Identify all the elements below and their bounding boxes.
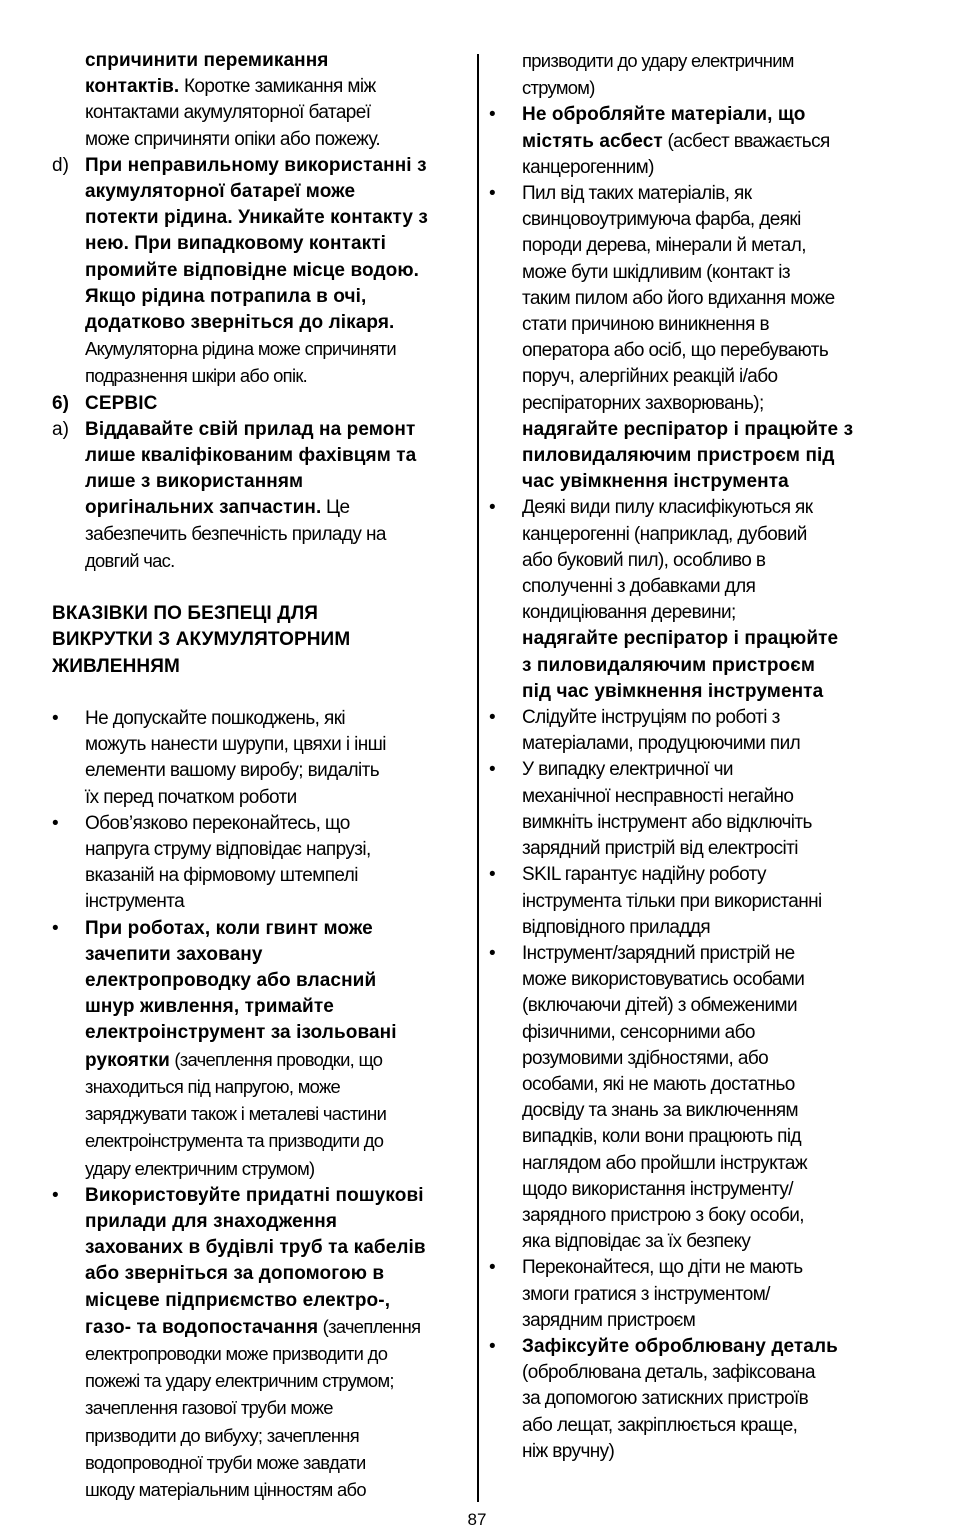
bullet-marker: • bbox=[52, 708, 59, 730]
bold-text: під час увімкнення інструмента bbox=[522, 680, 824, 702]
bullet-marker: • bbox=[489, 864, 496, 886]
text-line bbox=[52, 1288, 470, 1314]
bullet-marker: • bbox=[489, 1257, 496, 1279]
text-line bbox=[489, 129, 907, 155]
bold-text: При роботах, коли гвинт може bbox=[85, 917, 373, 939]
text: особами, які не мають достатньо bbox=[522, 1073, 795, 1095]
text-line bbox=[489, 522, 907, 548]
column-divider bbox=[477, 54, 479, 1502]
text: матеріалами, продуцюючими пил bbox=[522, 733, 801, 755]
text-line bbox=[52, 548, 470, 575]
text-line bbox=[52, 1156, 470, 1183]
text-line bbox=[52, 231, 470, 257]
text-line bbox=[489, 1386, 907, 1412]
text-line bbox=[489, 1020, 907, 1046]
text: канцерогенні (наприклад, дубовий bbox=[522, 523, 807, 545]
bold-text: Віддавайте свій прилад на ремонт bbox=[85, 418, 416, 440]
text-line bbox=[52, 258, 470, 284]
text: У випадку електричної чи bbox=[522, 759, 733, 781]
text: змоги гратися з інструментом/ bbox=[522, 1283, 770, 1305]
text: електропроводки може призводити до bbox=[85, 1342, 388, 1364]
text-line bbox=[52, 1450, 470, 1477]
text: зарядний пристрій від електросіті bbox=[522, 838, 798, 860]
text-line bbox=[489, 364, 907, 390]
text: забезпечить безпечність приладу на bbox=[85, 523, 386, 545]
text-line bbox=[489, 1360, 907, 1386]
text: Пил від таких матеріалів, як bbox=[522, 183, 752, 205]
text: кондиціювання деревини; bbox=[522, 602, 736, 624]
text: інструмента тільки при використанні bbox=[522, 890, 822, 912]
text-line bbox=[489, 548, 907, 574]
list-item-first-line bbox=[489, 705, 907, 731]
text: щодо використання інструменту/ bbox=[522, 1178, 793, 1200]
text-line bbox=[489, 338, 907, 364]
bold-text: потекти рідина. Уникайте контакту з bbox=[85, 207, 428, 229]
bold-text: контактів. bbox=[85, 76, 180, 98]
left-column bbox=[52, 48, 470, 1504]
bold-text: нею. При випадковому контакті bbox=[85, 233, 387, 255]
text-line bbox=[52, 1235, 470, 1261]
text: яка відповідає за їх безпеку bbox=[522, 1231, 751, 1253]
text: вимкніть інструмент або відключіть bbox=[522, 811, 812, 833]
bold-text: ВКАЗІВКИ ПО БЕЗПЕЦІ ДЛЯ bbox=[52, 603, 319, 625]
text-line bbox=[489, 810, 907, 836]
bold-text: захованих в будівлі труб та кабелів bbox=[85, 1237, 426, 1259]
list-item-first-line bbox=[489, 181, 907, 207]
text: пожежі та удару електричним струмом; bbox=[85, 1370, 394, 1392]
list-marker: 6) bbox=[52, 392, 70, 414]
text-line bbox=[489, 1072, 907, 1098]
list-item-first-line bbox=[489, 1334, 907, 1360]
text-line bbox=[52, 1128, 470, 1155]
bold-text: зачепити заховану bbox=[85, 943, 263, 965]
text-line bbox=[52, 1074, 470, 1101]
text: удару електричним струмом) bbox=[85, 1157, 315, 1179]
bold-text: шнур живлення, тримайте bbox=[85, 996, 334, 1018]
bold-text: акумуляторної батареї може bbox=[85, 181, 356, 203]
text-line bbox=[489, 915, 907, 941]
text-line bbox=[52, 1101, 470, 1128]
bold-text: ВИКРУТКИ З АКУМУЛЯТОРНИМ bbox=[52, 629, 351, 651]
bold-text: додатково зверніться до лікаря. bbox=[85, 312, 395, 334]
bold-text: ЖИВЛЕННЯМ bbox=[52, 655, 180, 677]
text: свинцовоутримуюча фарба, деякі bbox=[522, 209, 801, 231]
bold-text: надягайте респіратор і працюйте з bbox=[522, 418, 854, 440]
text-line bbox=[52, 1020, 470, 1046]
text: Акумуляторна рідина може спричиняти bbox=[85, 338, 396, 360]
bullet-marker: • bbox=[489, 1335, 496, 1357]
section-heading-line bbox=[52, 627, 470, 653]
bullet-marker: • bbox=[489, 942, 496, 964]
text: розумовими здібностями, або bbox=[522, 1047, 769, 1069]
list-item-first-line bbox=[52, 811, 470, 837]
bold-text: СЕРВІС bbox=[85, 392, 158, 414]
text: може бути шкідливим (контакт із bbox=[522, 261, 790, 283]
bullet-marker: • bbox=[52, 1184, 59, 1206]
text-line bbox=[52, 363, 470, 390]
list-item-first-line bbox=[489, 757, 907, 783]
text: стати причиною виникнення в bbox=[522, 314, 769, 336]
text-line bbox=[52, 732, 470, 758]
text-line bbox=[52, 522, 470, 548]
text-line bbox=[52, 1047, 470, 1074]
text-line bbox=[52, 1423, 470, 1450]
list-item-first-line bbox=[489, 1255, 907, 1281]
text-line bbox=[489, 1229, 907, 1255]
text-line bbox=[489, 260, 907, 286]
text: випадків, коли вони працюють під bbox=[522, 1126, 801, 1148]
bold-text: Зафіксуйте оброблювану деталь bbox=[522, 1335, 838, 1357]
section-heading-line bbox=[52, 654, 470, 680]
text: призводити до удару електричним bbox=[522, 50, 794, 71]
bold-text: рукоятки bbox=[85, 1049, 170, 1071]
text: (асбест вважається bbox=[662, 130, 830, 152]
bold-text: При неправильному використанні з bbox=[85, 154, 427, 176]
text: зарядним пристроєм bbox=[522, 1309, 696, 1331]
text: фізичними, сенсорними або bbox=[522, 1021, 755, 1043]
text: подразнення шкіри або опік. bbox=[85, 365, 308, 387]
text: може спричиняти опіки або пожежу. bbox=[85, 128, 381, 150]
list-item-first-line bbox=[489, 862, 907, 888]
text-line bbox=[489, 1124, 907, 1150]
text-line bbox=[489, 1203, 907, 1229]
text: породи дерева, мінерали й метал, bbox=[522, 235, 806, 257]
text: Не допускайте пошкоджень, які bbox=[85, 708, 346, 730]
text-line bbox=[489, 233, 907, 259]
bold-text: промийте відповідне місце водою. bbox=[85, 259, 420, 281]
text-line bbox=[52, 48, 470, 74]
text: знаходиться під напругою, може bbox=[85, 1075, 341, 1097]
text-line bbox=[52, 758, 470, 784]
text: Обов’язково переконайтесь, що bbox=[85, 812, 350, 834]
bold-text: містять асбест bbox=[522, 130, 663, 152]
list-item-first-line bbox=[52, 706, 470, 732]
list-marker: a) bbox=[52, 418, 69, 440]
text-line bbox=[489, 731, 907, 757]
bold-text: Використовуйте придатні пошукові bbox=[85, 1184, 424, 1206]
bold-text: лише кваліфікованим фахівцям та bbox=[85, 445, 417, 467]
text: водопроводної труби може завдати bbox=[85, 1451, 366, 1473]
text-line bbox=[52, 74, 470, 100]
bullet-marker: • bbox=[489, 497, 496, 519]
text: SKIL гарантує надійну роботу bbox=[522, 864, 766, 886]
page-number: 87 bbox=[467, 1510, 487, 1529]
bold-text: час увімкнення інструмента bbox=[522, 471, 789, 493]
text-line bbox=[489, 286, 907, 312]
text-line bbox=[489, 207, 907, 233]
text-line bbox=[52, 127, 470, 153]
text-line bbox=[489, 1098, 907, 1124]
text: Слідуйте інструціям по роботі з bbox=[522, 707, 780, 729]
text-line bbox=[52, 1477, 470, 1504]
bold-text: або зверніться за допомогою в bbox=[85, 1263, 385, 1285]
text-line bbox=[489, 1308, 907, 1334]
text-line bbox=[489, 443, 907, 469]
right-column bbox=[489, 48, 907, 1465]
text-line bbox=[489, 417, 907, 443]
text: шкоду матеріальним цінностям або bbox=[85, 1478, 366, 1500]
bold-text: електроінструмент за ізольовані bbox=[85, 1022, 397, 1044]
text: можуть нанести шурупи, цвяхи і інші bbox=[85, 734, 386, 756]
text-line bbox=[52, 889, 470, 915]
text-line bbox=[52, 837, 470, 863]
text-line bbox=[52, 100, 470, 126]
text-line bbox=[489, 626, 907, 652]
section-heading-line bbox=[52, 601, 470, 627]
bold-text: пиловидаляючим пристроєм під bbox=[522, 445, 835, 467]
list-item-first-line bbox=[52, 1183, 470, 1209]
bold-text: електропроводку або власний bbox=[85, 970, 377, 992]
text: механічної несправності негайно bbox=[522, 785, 794, 807]
bold-text: Якщо рідина потрапила в очі, bbox=[85, 285, 367, 307]
text-line bbox=[489, 993, 907, 1019]
text-line bbox=[52, 942, 470, 968]
text-line bbox=[52, 310, 470, 336]
text-line bbox=[489, 75, 907, 102]
text: оператора або осіб, що перебувають bbox=[522, 340, 829, 362]
text-line bbox=[489, 574, 907, 600]
bold-text: місцеве підприємство електро-, bbox=[85, 1289, 391, 1311]
text: ніж вручну) bbox=[522, 1440, 615, 1462]
bold-text: газо- та водопостачання bbox=[85, 1316, 319, 1338]
bold-text: лише з використанням bbox=[85, 471, 304, 493]
list-item-first-line bbox=[489, 102, 907, 128]
text-line bbox=[489, 679, 907, 705]
text: досвіду та знань за виключенням bbox=[522, 1100, 799, 1122]
text-line bbox=[489, 469, 907, 495]
list-item-first-line bbox=[489, 941, 907, 967]
bold-text: Не обробляйте матеріали, що bbox=[522, 104, 806, 126]
text-line bbox=[52, 968, 470, 994]
text: елементи вашому виробу; видаліть bbox=[85, 760, 380, 782]
text: інструмента bbox=[85, 891, 185, 913]
text-line bbox=[489, 391, 907, 417]
text-line bbox=[52, 863, 470, 889]
text-line bbox=[489, 155, 907, 181]
text-line bbox=[52, 443, 470, 469]
text-line bbox=[52, 1209, 470, 1235]
text: (зачеплення проводки, що bbox=[169, 1048, 383, 1070]
text-line bbox=[489, 784, 907, 810]
text: Деякі види пилу класифікуються як bbox=[522, 497, 813, 519]
text: поруч, алергійних реакцій і/або bbox=[522, 366, 778, 388]
list-item-first-line bbox=[52, 153, 470, 179]
paragraph-gap bbox=[52, 680, 470, 706]
text-line bbox=[489, 1439, 907, 1465]
bold-text: прилади для знаходження bbox=[85, 1210, 338, 1232]
text: Переконайтеся, що діти не мають bbox=[522, 1257, 803, 1279]
text: напруга струму відповідає напрузі, bbox=[85, 839, 371, 861]
text-line bbox=[52, 205, 470, 231]
paragraph-gap bbox=[52, 575, 470, 601]
text-line bbox=[52, 994, 470, 1020]
bold-text: спричинити перемикання bbox=[85, 50, 329, 71]
text: контактами акумуляторної батареї bbox=[85, 102, 371, 124]
text: за допомогою затискних пристроїв bbox=[522, 1388, 809, 1410]
text: довгий час. bbox=[85, 549, 175, 571]
text-line bbox=[489, 1151, 907, 1177]
list-marker: d) bbox=[52, 154, 69, 176]
text: або лещат, закріплюється краще, bbox=[522, 1414, 798, 1436]
text: відповідного приладдя bbox=[522, 916, 711, 938]
text-line bbox=[52, 284, 470, 310]
text: (включаючи дітей) з обмеженими bbox=[522, 995, 798, 1017]
text: респіраторних захворювань); bbox=[522, 392, 764, 414]
text: струмом) bbox=[522, 77, 595, 99]
bullet-marker: • bbox=[52, 917, 59, 939]
text-line bbox=[489, 653, 907, 679]
text-line bbox=[489, 1282, 907, 1308]
text-line bbox=[52, 1395, 470, 1422]
text: Це bbox=[321, 497, 350, 519]
text: Інструмент/зарядний пристрій не bbox=[522, 942, 795, 964]
text-line bbox=[489, 48, 907, 75]
text-line bbox=[52, 179, 470, 205]
list-item-first-line bbox=[52, 417, 470, 443]
text-line bbox=[52, 1368, 470, 1395]
text: наглядом або пройшли інструктаж bbox=[522, 1152, 807, 1174]
list-item-first-line bbox=[52, 391, 470, 417]
text: вказаній на фірмовому штемпелі bbox=[85, 865, 358, 887]
text-line bbox=[52, 469, 470, 495]
text-line bbox=[52, 1341, 470, 1368]
text: (оброблювана деталь, зафіксована bbox=[522, 1362, 815, 1384]
bold-text: з пиловидаляючим пристроєм bbox=[522, 654, 815, 676]
text: канцерогенним) bbox=[522, 156, 654, 178]
text-line bbox=[489, 1177, 907, 1203]
list-item-first-line bbox=[52, 916, 470, 942]
text: сполученні з добавками для bbox=[522, 576, 756, 598]
text-line bbox=[52, 1314, 470, 1341]
text-line bbox=[489, 312, 907, 338]
bold-text: оригінальних запчастин. bbox=[85, 497, 322, 519]
text: може використовуватись особами bbox=[522, 969, 805, 991]
text: їх перед початком роботи bbox=[85, 786, 297, 808]
text-line bbox=[52, 785, 470, 811]
text-line bbox=[52, 495, 470, 521]
bullet-marker: • bbox=[489, 707, 496, 729]
text-line bbox=[489, 836, 907, 862]
text-line bbox=[489, 1413, 907, 1439]
text: таким пилом або його вдихання може bbox=[522, 287, 835, 309]
bullet-marker: • bbox=[489, 183, 496, 205]
text-line bbox=[52, 336, 470, 363]
text: заряджувати також і металеві частини bbox=[85, 1103, 387, 1125]
text-line bbox=[52, 1261, 470, 1287]
text: електроінструмента та призводити до bbox=[85, 1130, 384, 1152]
text-line bbox=[489, 967, 907, 993]
text: або буковий пил), особливо в bbox=[522, 549, 766, 571]
text: призводити до вибуху; зачеплення bbox=[85, 1424, 359, 1446]
text: зарядного пристрою з боку особи, bbox=[522, 1204, 804, 1226]
text-line bbox=[489, 600, 907, 626]
bullet-marker: • bbox=[489, 759, 496, 781]
text-line bbox=[489, 1046, 907, 1072]
bold-text: надягайте респіратор і працюйте bbox=[522, 628, 839, 650]
text: (зачеплення bbox=[318, 1315, 421, 1337]
text: зачеплення газової труби може bbox=[85, 1397, 333, 1419]
bullet-marker: • bbox=[52, 812, 59, 834]
bullet-marker: • bbox=[489, 104, 496, 126]
text: Коротке замикання між bbox=[179, 76, 376, 98]
list-item-first-line bbox=[489, 495, 907, 521]
text-line bbox=[489, 889, 907, 915]
